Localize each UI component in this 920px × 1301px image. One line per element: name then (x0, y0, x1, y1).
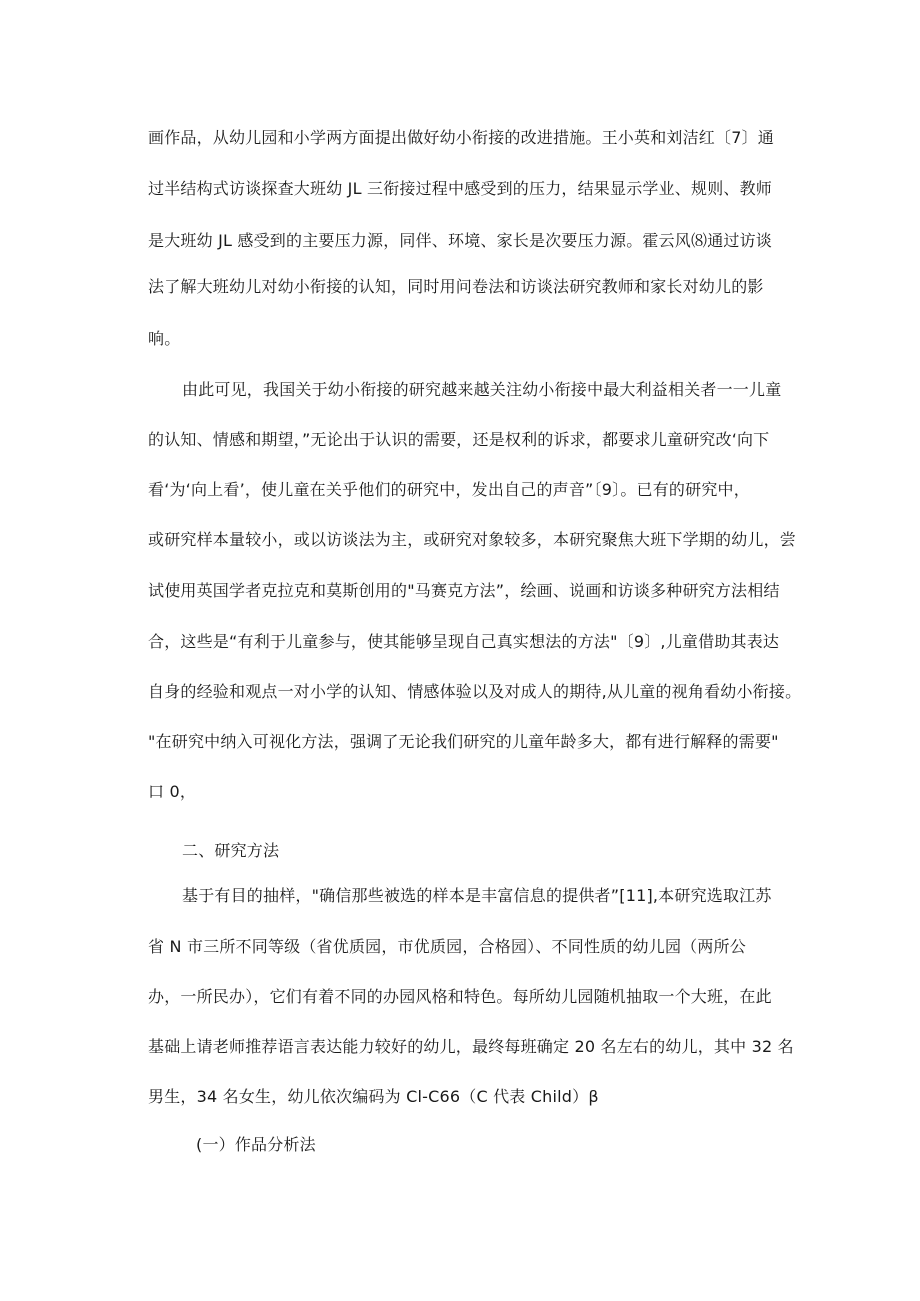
subsection-heading: (一）作品分析法 (196, 1135, 316, 1154)
paragraph-line: 是大班幼 JL 感受到的主要压力源，同伴、环境、家长是次要压力源。霍云风⑻通过访谈 (148, 231, 773, 250)
paragraph-line: 画作品，从幼儿园和小学两方面提出做好幼小衔接的改进措施。王小英和刘洁红〔7〕通 (148, 128, 774, 147)
paragraph-line: 的认知、情感和期望，”无论出于认识的需要，还是权利的诉求，都要求儿童研究改‘向下 (148, 430, 770, 449)
paragraph-line: 由此可见，我国关于幼小衔接的研究越来越关注幼小衔接中最大利益相关者一一儿童 (182, 380, 782, 399)
paragraph-line: 过半结构式访谈探查大班幼 JL 三衔接过程中感受到的压力，结果显示学业、规则、教师 (148, 179, 773, 198)
paragraph-line: 法了解大班幼儿对幼小衔接的认知，同时用问卷法和访谈法研究教师和家长对幼儿的影 (148, 277, 764, 296)
paragraph-line: 口 0， (148, 782, 197, 801)
paragraph-line: 办，一所民办），它们有着不同的办园风格和特色。每所幼儿园随机抽取一个大班，在此 (148, 987, 772, 1006)
paragraph-line: 男生，34 名女生，幼儿依次编码为 Cl-C66（C 代表 Child）β (148, 1087, 599, 1106)
section-heading: 二、研究方法 (182, 841, 280, 860)
paragraph-line: 响。 (148, 329, 181, 348)
paragraph-line: 省 N 市三所不同等级（省优质园，市优质园，合格园）、不同性质的幼儿园（两所公 (148, 937, 746, 956)
paragraph-line: 或研究样本量较小，或以访谈法为主，或研究对象较多，本研究聚焦大班下学期的幼儿，尝 (148, 530, 797, 549)
paragraph-line: 看‘为‘向上看’，使儿童在关乎他们的研究中，发出自己的声音”〔9〕。已有的研究中， (148, 480, 750, 499)
paragraph-line: 自身的经验和观点一对小学的认知、情感体验以及对成人的期待,从儿童的视角看幼小衔接。 (148, 682, 802, 701)
paragraph-line: 基础上请老师推荐语言表达能力较好的幼儿，最终每班确定 20 名左右的幼儿，其中 32 名 (148, 1037, 794, 1056)
paragraph-line: "在研究中纳入可视化方法，强调了无论我们研究的儿童年龄多大，都有进行解释的需要" (148, 732, 779, 751)
paragraph-line: 试使用英国学者克拉克和莫斯创用的"马赛克方法”，绘画、说画和访谈多种研究方法相结 (148, 581, 780, 600)
paragraph-line: 基于有目的抽样，"确信那些被选的样本是丰富信息的提供者”[11],本研究选取江苏 (182, 886, 772, 905)
paragraph-line: 合，这些是“有利于儿童参与，使其能够呈现自己真实想法的方法"〔9〕,儿童借助其表达 (148, 632, 780, 651)
